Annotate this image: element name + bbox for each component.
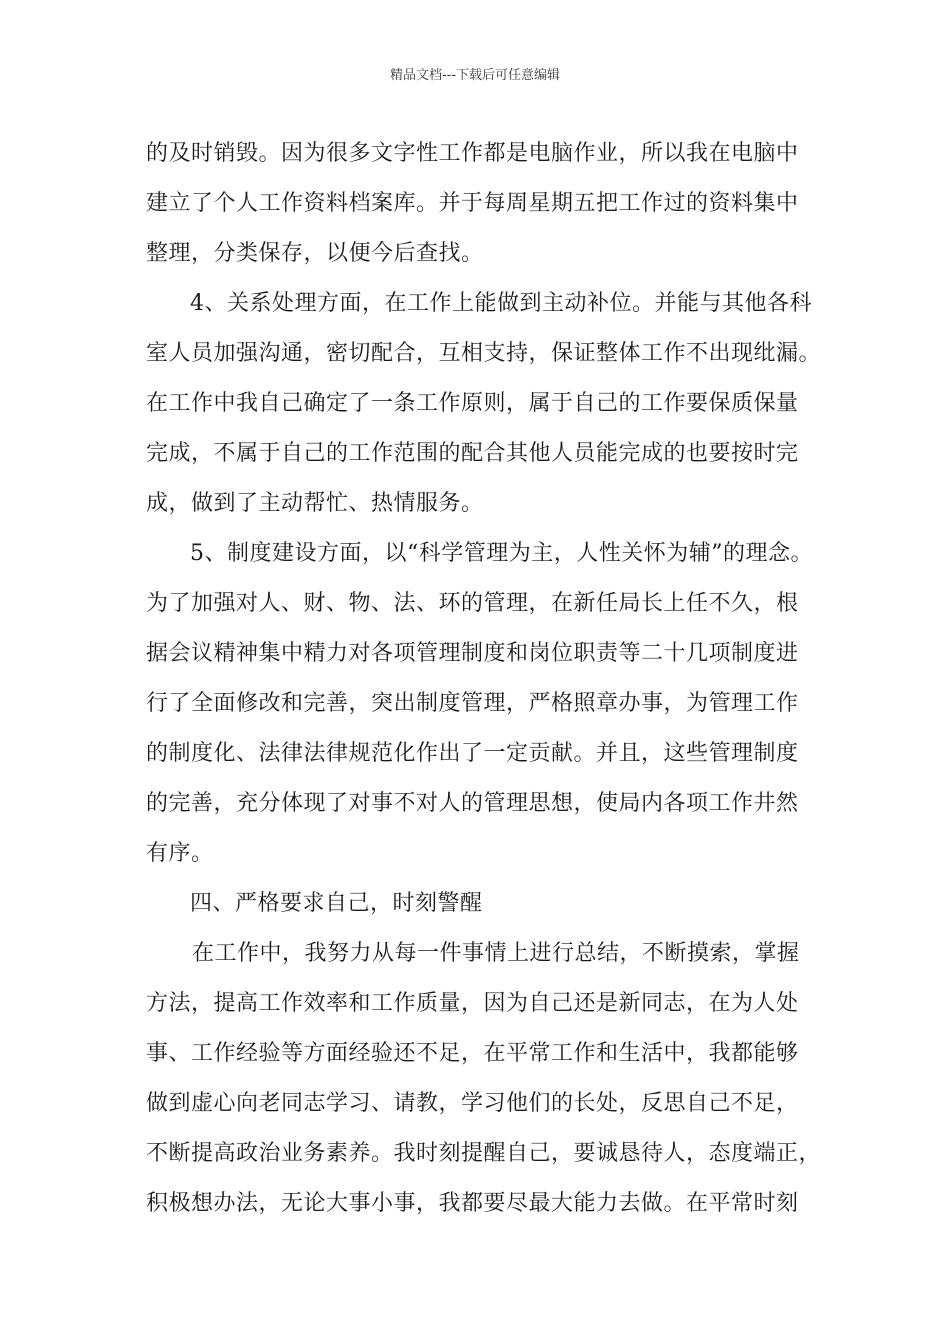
text-line: 5、制度建设方面，以“科学管理为主，人性关怀为辅”的理念。: [190, 541, 813, 566]
text-line: 成，做到了主动帮忙、热情服务。: [146, 491, 484, 516]
page-header: 精品文档---下载后可任意编辑: [389, 68, 561, 83]
text-line: 建立了个人工作资料档案库。并于每周星期五把工作过的资料集中: [146, 191, 799, 216]
text-line: 的及时销毁。因为很多文字性工作都是电脑作业，所以我在电脑中: [146, 141, 799, 166]
text-line: 方法，提高工作效率和工作质量，因为自己还是新同志，在为人处: [146, 991, 799, 1016]
text-line: 完成，不属于自己的工作范围的配合其他人员能完成的也要按时完: [146, 441, 799, 466]
text-line: 在工作中我自己确定了一条工作原则，属于自己的工作要保质保量: [146, 391, 799, 416]
text-line: 有序。: [146, 841, 214, 866]
document-body: [146, 129, 826, 1229]
text-line: 据会议精神集中精力对各项管理制度和岗位职责等二十几项制度进: [146, 641, 799, 666]
text-line: 在工作中，我努力从每一件事情上进行总结，不断摸索，掌握: [192, 941, 800, 966]
text-line: 整理，分类保存，以便今后查找。: [146, 241, 484, 266]
text-line: 积极想办法，无论大事小事，我都要尽最大能力去做。在平常时刻: [146, 1191, 799, 1216]
section-heading: 四、严格要求自己，时刻警醒: [190, 891, 483, 916]
text-line: 事、工作经验等方面经验还不足，在平常工作和生活中，我都能够: [146, 1041, 799, 1066]
text-line: 的制度化、法律法律规范化作出了一定贡献。并且，这些管理制度: [146, 741, 799, 766]
text-line: 的完善，充分体现了对事不对人的管理思想，使局内各项工作井然: [146, 791, 799, 816]
text-line: 4、关系处理方面，在工作上能做到主动补位。并能与其他各科: [190, 291, 812, 316]
text-line: 室人员加强沟通，密切配合，互相支持，保证整体工作不出现纰漏。: [146, 341, 822, 366]
text-line: 不断提高政治业务素养。我时刻提醒自己，要诚恳待人，态度端正，: [146, 1141, 822, 1166]
text-line: 为了加强对人、财、物、法、环的管理，在新任局长上任不久，根: [146, 591, 799, 616]
text-line: 做到虚心向老同志学习、请教，学习他们的长处，反思自己不足，: [146, 1091, 799, 1116]
text-line: 行了全面修改和完善，突出制度管理，严格照章办事，为管理工作: [146, 691, 799, 716]
